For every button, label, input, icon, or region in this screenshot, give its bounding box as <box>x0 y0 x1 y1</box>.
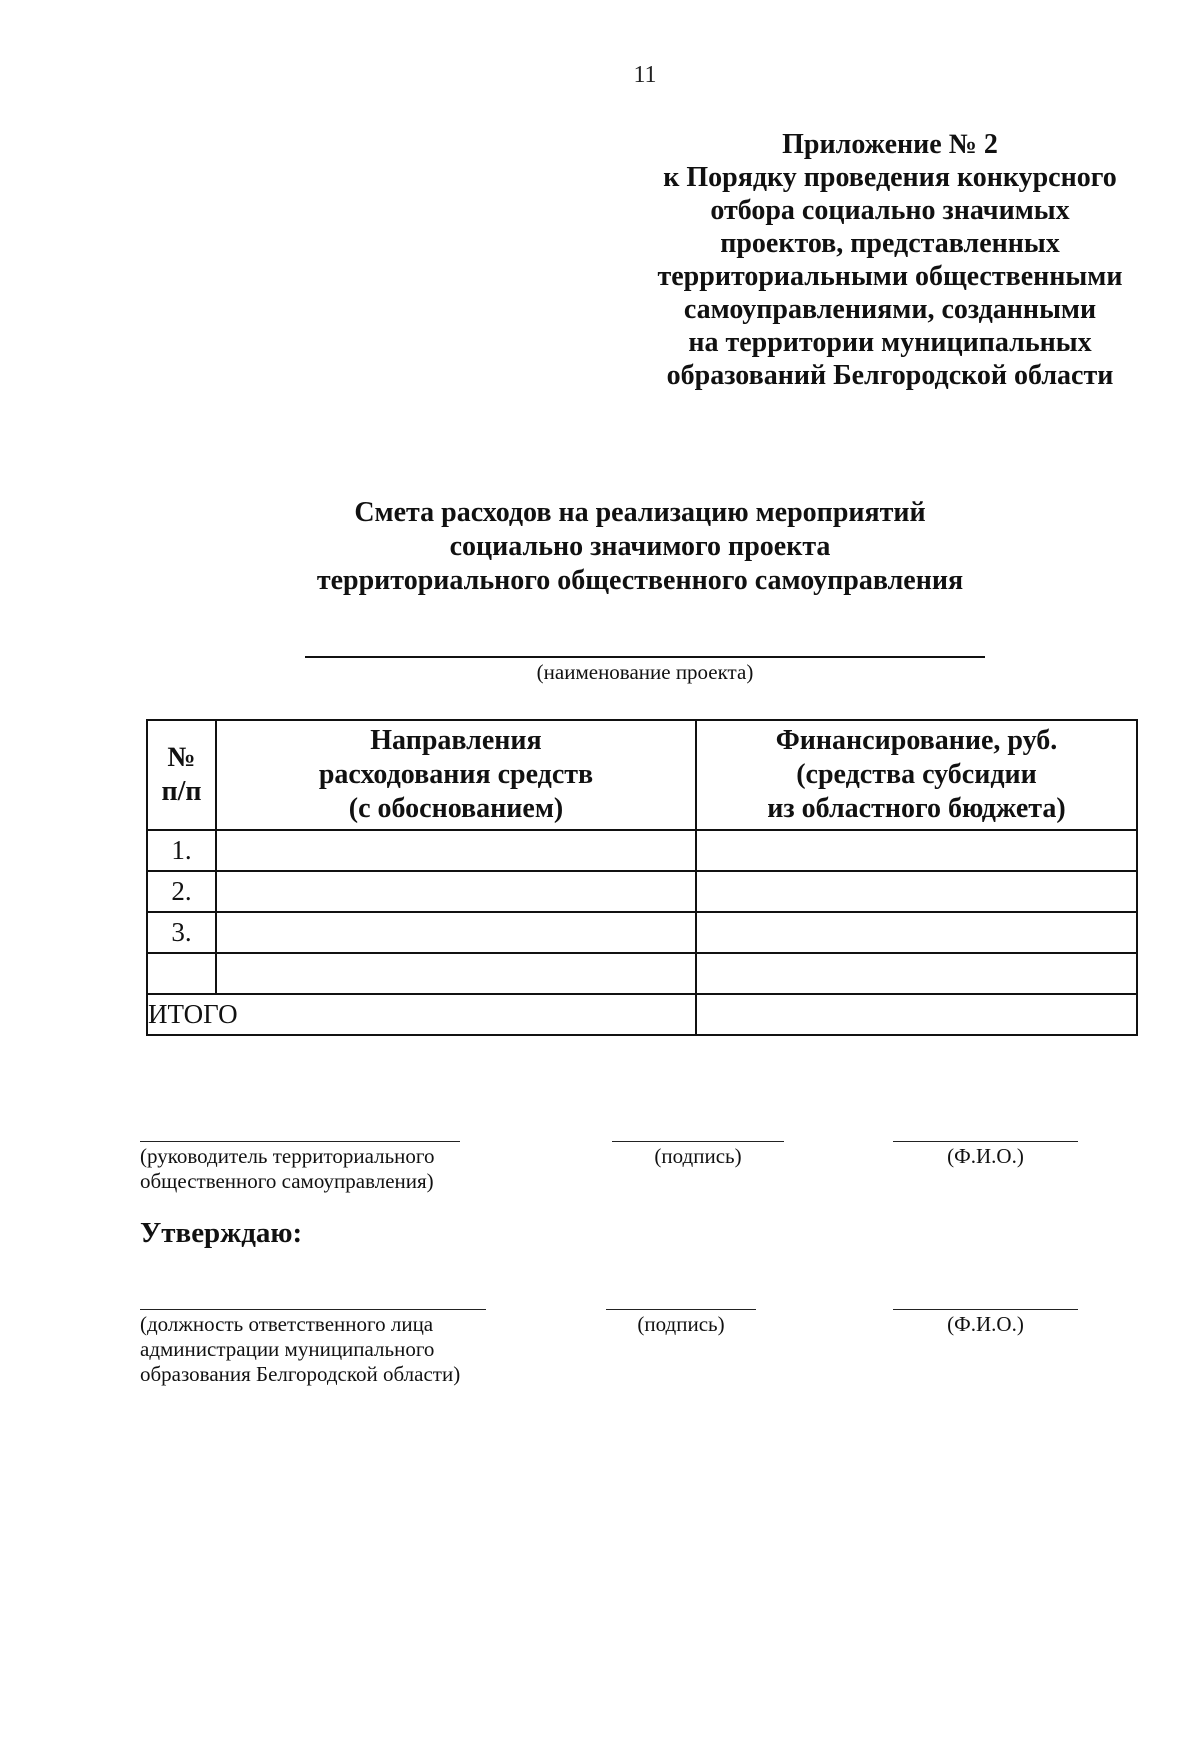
appendix-line: на территории муниципальных <box>688 327 1092 358</box>
header-num-line: № <box>167 742 196 773</box>
official-position-caption-line: (должность ответственного лица <box>140 1312 434 1336</box>
row-direction <box>216 830 696 871</box>
appendix-line: Приложение № 2 <box>782 129 998 160</box>
total-label: ИТОГО <box>147 994 696 1035</box>
row-num: 1. <box>147 830 216 871</box>
table-header-row <box>147 720 1137 830</box>
title-line: социально значимого проекта <box>449 531 831 562</box>
row-funding <box>696 912 1137 953</box>
signature-line <box>612 1141 784 1142</box>
title-line: Смета расходов на реализацию мероприятий <box>354 497 926 528</box>
document-title <box>200 496 1080 598</box>
project-name-caption: (наименование проекта) <box>536 660 754 684</box>
row-funding <box>696 953 1137 994</box>
official-position-caption-line: образования Белгородской области) <box>140 1362 461 1386</box>
table-total-row <box>147 994 1137 1035</box>
official-signature-caption: (подпись) <box>637 1312 725 1336</box>
appendix-line: самоуправлениями, созданными <box>683 294 1097 325</box>
row-funding <box>696 830 1137 871</box>
title-line: территориального общественного самоуправления <box>316 565 964 596</box>
row-num: 3. <box>147 912 216 953</box>
header-direction <box>216 720 696 830</box>
table-row <box>147 871 1137 912</box>
total-value <box>696 994 1137 1035</box>
page-number: 11 <box>633 62 657 88</box>
name-caption: (Ф.И.О.) <box>947 1144 1024 1168</box>
row-num: 2. <box>147 871 216 912</box>
row-direction <box>216 953 696 994</box>
official-position-caption <box>140 1312 460 1387</box>
header-funding-line: (средства субсидии <box>796 759 1037 790</box>
header-direction-line: Направления <box>370 725 542 756</box>
name-signature-line <box>893 1141 1078 1142</box>
position-caption <box>140 1144 435 1194</box>
position-signature-line <box>140 1141 460 1142</box>
table-row <box>147 953 1137 994</box>
appendix-line: территориальными общественными <box>657 261 1123 292</box>
official-name-line <box>893 1309 1078 1310</box>
row-funding <box>696 871 1137 912</box>
official-signature-line <box>606 1309 756 1310</box>
appendix-line: образований Белгородской области <box>666 360 1114 391</box>
official-name-caption: (Ф.И.О.) <box>947 1312 1024 1336</box>
table-row <box>147 912 1137 953</box>
signature-caption: (подпись) <box>654 1144 742 1168</box>
header-direction-line: расходования средств <box>318 759 594 790</box>
estimate-table <box>146 719 1138 1036</box>
header-num-line: п/п <box>161 776 202 807</box>
row-num <box>147 953 216 994</box>
appendix-line: к Порядку проведения конкурсного <box>663 162 1117 193</box>
position-caption-line: (руководитель территориального <box>140 1144 435 1168</box>
appendix-line: отбора социально значимых <box>710 195 1070 226</box>
appendix-line: проектов, представленных <box>720 228 1060 259</box>
header-num <box>147 720 216 830</box>
project-name-line <box>305 656 985 658</box>
row-direction <box>216 912 696 953</box>
approve-label: Утверждаю: <box>140 1217 303 1249</box>
row-direction <box>216 871 696 912</box>
official-position-line <box>140 1309 486 1310</box>
header-funding <box>696 720 1137 830</box>
official-position-caption-line: администрации муниципального <box>140 1337 435 1361</box>
position-caption-line: общественного самоуправления) <box>140 1169 434 1193</box>
header-funding-line: из областного бюджета) <box>767 793 1066 824</box>
appendix-heading <box>640 128 1140 392</box>
header-funding-line: Финансирование, руб. <box>775 725 1058 756</box>
header-direction-line: (с обоснованием) <box>348 793 564 824</box>
table-row <box>147 830 1137 871</box>
